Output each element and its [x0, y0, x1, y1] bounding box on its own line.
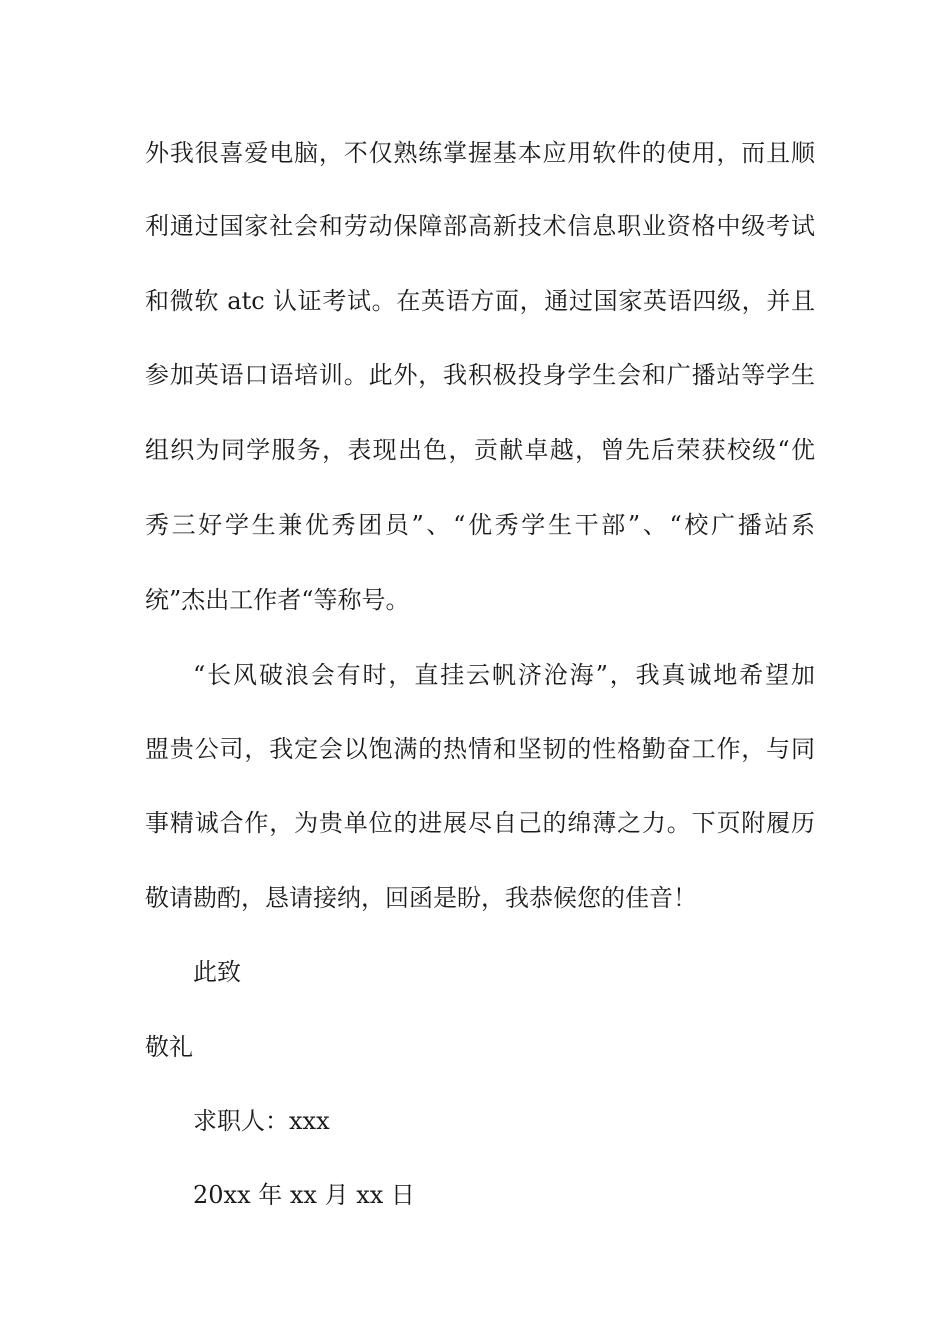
body-line-7: 统”杰出工作者“等称号。 [145, 586, 410, 614]
closing-regards: 敬礼 [145, 1033, 193, 1061]
letter-date: 20xx 年 xx 月 xx 日 [193, 1181, 415, 1209]
body-line-10: 事精诚合作，为贵单位的进展尽自己的绵薄之力。下页附履历 [145, 809, 815, 837]
applicant-signature: 求职人：xxx [193, 1107, 330, 1135]
body-line-11: 敬请勘酌，恳请接纳，回函是盼，我恭候您的佳音！ [145, 884, 697, 912]
body-line-6: 秀三好学生兼优秀团员”、“优秀学生干部”、“校广播站系 [145, 511, 815, 539]
body-line-8: “长风破浪会有时，直挂云帆济沧海”，我真诚地希望加 [193, 661, 815, 689]
body-line-5: 组织为同学服务，表现出色，贡献卓越，曾先后荣获校级“优 [145, 436, 815, 464]
closing-salutation: 此致 [193, 958, 241, 986]
body-line-2: 利通过国家社会和劳动保障部高新技术信息职业资格中级考试 [145, 212, 815, 240]
body-line-9: 盟贵公司，我定会以饱满的热情和坚韧的性格勤奋工作，与同 [145, 735, 815, 763]
body-line-1: 外我很喜爱电脑，不仅熟练掌握基本应用软件的使用，而且顺 [145, 139, 815, 167]
body-line-3: 和微软 atc 认证考试。在英语方面，通过国家英语四级，并且 [145, 287, 815, 315]
body-line-4: 参加英语口语培训。此外，我积极投身学生会和广播站等学生 [145, 361, 815, 389]
